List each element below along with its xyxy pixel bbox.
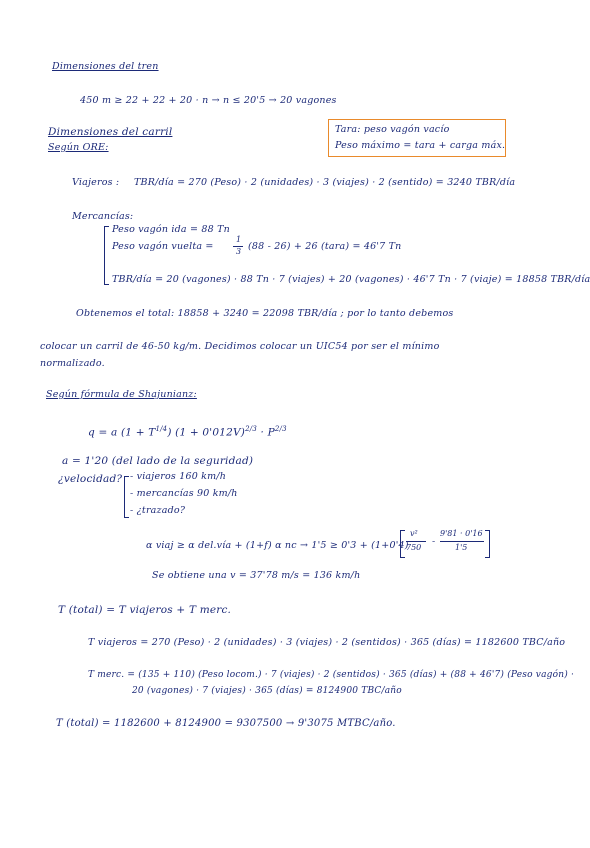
velocidad-label: ¿velocidad? <box>58 473 123 485</box>
section-title-carril: Dimensiones del carril <box>48 126 173 138</box>
tren-calculation: 450 m ≥ 22 + 22 + 20 · n → n ≤ 20'5 → 20 vagones <box>80 95 337 106</box>
obtenemos-total: Obtenemos el total: 18858 + 3240 = 22098 TBR/día ; por lo tanto debemos <box>76 308 454 319</box>
tara-note-line-2: Peso máximo = tara + carga máx. <box>335 140 506 151</box>
t-mercancias-line-1: T merc. = (135 + 110) (Peso locom.) · 7 (viajes) · 2 (sentidos) · 365 (días) + (88 + 46'7) (Peso vagón) · <box>88 670 575 680</box>
alpha-frac-den: 750 <box>406 543 422 552</box>
q-formula-b: ) (1 + 0'012V) <box>167 426 246 439</box>
velocidad-viajeros: - viajeros 160 km/h <box>130 471 227 482</box>
colocar-carril-line-1: colocar un carril de 46-50 kg/m. Decidimos colocar un UIC54 por ser el mínimo <box>40 341 440 352</box>
t-total-result: T (total) = 1182600 + 8124900 = 9307500 → 9'3075 MTBC/año. <box>56 718 396 729</box>
frac-numerator: 1 <box>236 235 242 244</box>
frac-denominator: 3 <box>236 247 242 256</box>
tara-note-line-1: Tara: peso vagón vacío <box>335 124 450 135</box>
q-exp-1: 1/4 <box>155 425 168 433</box>
q-formula <box>88 425 287 439</box>
colocar-carril-line-2: normalizado. <box>40 358 105 369</box>
velocidad-brace <box>124 476 129 518</box>
merc-peso-ida: Peso vagón ida = 88 Tn <box>112 224 230 235</box>
q-exp-3: 2/3 <box>274 425 287 433</box>
merc-peso-vuelta-label: Peso vagón vuelta = <box>112 241 214 252</box>
t-mercancias-line-2: 20 (vagones) · 7 (viajes) · 365 (días) = 8124900 TBC/año <box>132 686 402 696</box>
velocidad-obtenida: Se obtiene una v = 37'78 m/s = 136 km/h <box>152 570 361 581</box>
alpha-frac2-den: 1'5 <box>455 543 468 552</box>
merc-peso-vuelta-value: (88 - 26) + 26 (tara) = 46'7 Tn <box>248 241 402 252</box>
velocidad-trazado: - ¿trazado? <box>130 505 186 516</box>
viajeros-label: Viajeros : <box>72 177 120 188</box>
merc-tbr-equation: TBR/día = 20 (vagones) · 88 Tn · 7 (viajes) + 20 (vagones) · 46'7 Tn · 7 (viaje) = 18858 TBR/día <box>112 274 590 285</box>
alpha-bracket-right <box>485 530 490 558</box>
viajeros-equation: TBR/día = 270 (Peso) · 2 (unidades) · 3 (viajes) · 2 (sentido) = 3240 TBR/día <box>134 177 516 188</box>
subsection-ore: Según ORE: <box>48 142 109 153</box>
alpha-frac2-line <box>440 541 484 542</box>
t-total-definition: T (total) = T viajeros + T merc. <box>58 604 232 616</box>
q-formula-c: · P <box>256 426 275 439</box>
alpha-frac-line <box>406 541 426 542</box>
alpha-minus: - <box>432 536 436 547</box>
velocidad-mercancias: - mercancías 90 km/h <box>130 488 238 499</box>
q-formula-a: q = a (1 + T <box>88 426 156 439</box>
mercancias-brace <box>104 226 109 285</box>
alpha-inequality: α viaj ≥ α del.vía + (1+f) α nc → 1'5 ≥ 0'3 + (1+0'4) <box>146 540 409 551</box>
a-coefficient: a = 1'20 (del lado de la seguridad) <box>62 455 254 467</box>
tara-note-box <box>328 119 506 157</box>
section-title-tren: Dimensiones del tren <box>52 61 159 72</box>
subsection-shajunianz: Según fórmula de Shajunianz: <box>46 389 197 400</box>
alpha-frac2-num: 9'81 · 0'16 <box>440 529 483 538</box>
t-viajeros-equation: T viajeros = 270 (Peso) · 2 (unidades) · 3 (viajes) · 2 (sentidos) · 365 (días) = 1182600 TBC/año <box>88 637 566 648</box>
alpha-bracket <box>400 530 405 558</box>
q-exp-2: 2/3 <box>245 425 257 433</box>
alpha-frac-num: v² <box>410 529 418 538</box>
mercancias-label: Mercancías: <box>72 211 134 222</box>
